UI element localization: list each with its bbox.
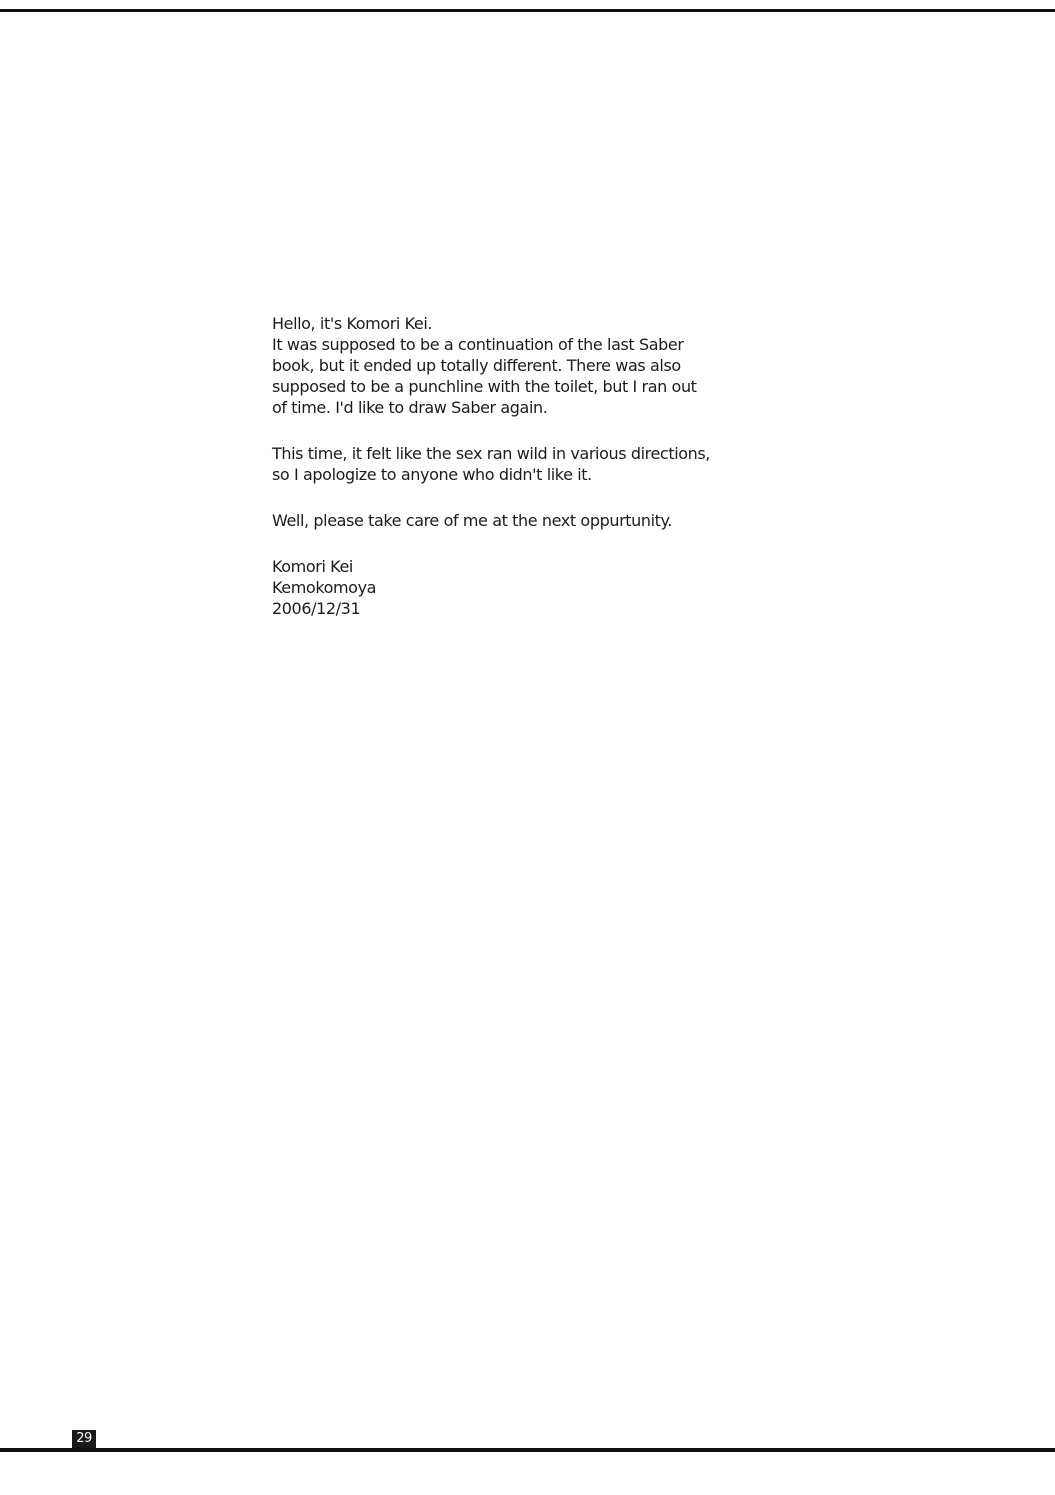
paragraph-1: [272, 334, 742, 418]
paragraph-1-line: supposed to be a punchline with the toilet, but I ran out: [272, 377, 697, 396]
greeting-line: Hello, it's Komori Kei.: [272, 314, 433, 333]
top-rule: [0, 9, 1055, 12]
paragraph-1-line: book, but it ended up totally different. There was also: [272, 356, 681, 375]
paragraph-3-line: Well, please take care of me at the next oppurtunity.: [272, 511, 672, 530]
signature-name: Komori Kei: [272, 557, 353, 576]
paragraph-2-line: This time, it felt like the sex ran wild in various directions,: [272, 444, 710, 463]
paragraph-2-line: so I apologize to anyone who didn't like it.: [272, 465, 592, 484]
paragraph-gap: [272, 418, 742, 443]
page-number: 29: [72, 1430, 96, 1448]
paragraph-2: [272, 443, 742, 485]
bottom-rule: [0, 1448, 1055, 1452]
paragraph-1-line: of time. I'd like to draw Saber again.: [272, 398, 548, 417]
signature: [272, 556, 742, 619]
paragraph-1-line: It was supposed to be a continuation of the last Saber: [272, 335, 684, 354]
afterword-text: [272, 313, 742, 619]
paragraph-3: [272, 510, 742, 531]
greeting: [272, 313, 742, 334]
signature-date: 2006/12/31: [272, 599, 361, 618]
signature-circle: Kemokomoya: [272, 578, 377, 597]
paragraph-gap: [272, 485, 742, 510]
paragraph-gap: [272, 531, 742, 556]
